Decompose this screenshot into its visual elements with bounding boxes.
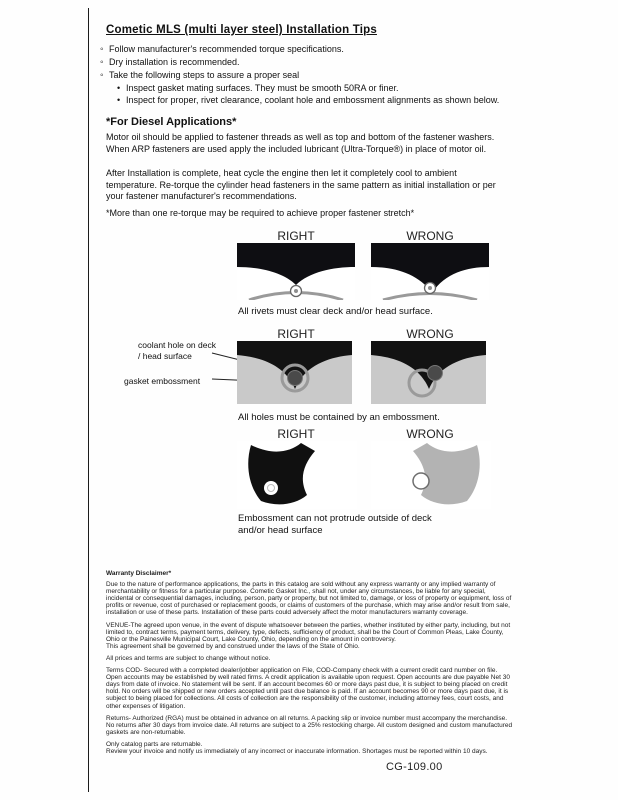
list-item: [100, 56, 520, 69]
holes-caption: All holes must be contained by an embossment.: [238, 412, 440, 423]
right-column-header: RIGHT: [277, 327, 315, 341]
disclaimer-paragraph: VENUE-The agreed upon venue, in the event of dispute whatsoever between the parties, whether instituted by either party, including, but not limited to, contract terms, payment terms, delivery, type, defects, sufficiency of product, shall be the Court of Common Pleas, Lake County, Ohio or the Painesville Municipal Court, Lake County, Ohio, depending on the amount in controversy.: [106, 621, 511, 643]
disclaimer-heading: Warranty Disclaimer*: [106, 570, 172, 577]
disclaimer-paragraph: All prices and terms are subject to change without notice.: [106, 654, 271, 662]
disclaimer-paragraph: Due to the nature of performance applications, the parts in this catalog are sold without any express warranty or any implied warranty of merchantability or fitness for a particular purpose. Cometic Gasket Inc., shall not, under any circumstances, be liable for any special, incidental or consequential damages, including, person, party or property, but not limited to, damage, or loss of property or equipment, loss of profits or revenue, cost of purchased or replacement goods, or claims of customers of the purchase, which may arise and/or result from sale, installation or use of these parts. Installation of these parts could adversely affect the motor manufacturers warranty coverage.: [106, 581, 512, 617]
disclaimer-paragraph: This agreement shall be governed by and construed under the laws of the State of Ohio.: [106, 642, 360, 650]
page-margin-rule: [88, 8, 89, 792]
tips-list: [100, 43, 520, 106]
gasket-embossment-label: gasket embossment: [124, 376, 201, 386]
tip-text: Dry installation is recommended.: [109, 57, 240, 67]
open-bullet-icon: [100, 69, 109, 82]
filled-bullet-icon: [117, 82, 126, 94]
wrong-column-header: WRONG: [406, 427, 454, 441]
retorque-note: *More than one re-torque may be required to achieve proper fastener stretch*: [106, 208, 415, 218]
wrong-column-header: WRONG: [406, 229, 454, 243]
tip-text: Inspect gasket mating surfaces. They must be smooth 50RA or finer.: [126, 83, 399, 93]
disclaimer-paragraph: Only catalog parts are returnable.: [106, 740, 203, 748]
coolant-hole-label: coolant hole on deck / head surface: [138, 340, 216, 361]
diesel-paragraph-1: Motor oil should be applied to fastener threads as well as top and bottom of the fastener washers. When ARP fasteners are used apply the included lubricant (Ultra-Torque®) in place of motor oil.: [106, 132, 495, 154]
diesel-applications-heading: *For Diesel Applications*: [106, 116, 237, 128]
tips-sub-list: [117, 82, 520, 106]
right-column-header: RIGHT: [277, 229, 315, 243]
open-bullet-icon: [100, 56, 109, 69]
rivet-clearance-right-diagram: [237, 243, 355, 300]
disclaimer-paragraph: Returns- Authorized (RGA) must be obtained in advance on all returns. A packing slip or invoice number must accompany the merchandise. No returns after 30 days from invoice date. All returns are subject to a 25% restocking charge. All custom designed and custom manufactured gaskets are non-returnable.: [106, 714, 513, 736]
embossment-caption: Embossment can not protrude outside of deck and/or head surface: [238, 513, 432, 536]
list-item: [100, 69, 520, 82]
hole-embossment-right-diagram: [237, 341, 352, 404]
embossment-protruding-wrong-diagram: [371, 441, 491, 509]
tip-text: Inspect for proper, rivet clearance, coolant hole and embossment alignments as shown below.: [126, 95, 500, 105]
hole-embossment-wrong-diagram: [371, 341, 486, 404]
open-bullet-icon: [100, 43, 109, 56]
right-column-header: RIGHT: [277, 427, 315, 441]
rivet-clearance-wrong-diagram: [371, 243, 489, 300]
rivet-caption: All rivets must clear deck and/or head surface.: [238, 306, 433, 317]
disclaimer-paragraph: Terms COD- Secured with a completed dealer/jobber application on File, COD-Company check with a current credit card number on file. Open accounts may be established by well rated firms. A credit application is available upon request. Open accounts are due payable Net 30 days from date of invoice. No statement will be sent. If an account becomes 60 or more days past due, it is subject to being placed on credit hold. No orders will be shipped or new orders accepted until past due balance is paid. If an account becomes 90 or more days past due, it is subject to being placed for collections. All costs of collection are the responsibility of the customer, including attorney fees, court costs, and other expenses of litigation.: [106, 667, 510, 710]
diesel-paragraph-2: After Installation is complete, heat cycle the engine then let it completely cool to ambient temperature. Re-torque the cylinder head fasteners in the same pattern as initial installation or per your fastener manufacturer's recommendations.: [106, 168, 496, 201]
embossment-inside-right-diagram: [237, 441, 357, 509]
list-item: [100, 43, 520, 56]
tip-text: Take the following steps to assure a proper seal: [109, 70, 300, 80]
wrong-column-header: WRONG: [406, 327, 454, 341]
page-title: Cometic MLS (multi layer steel) Installation Tips: [106, 24, 377, 36]
list-item: [117, 82, 520, 94]
catalog-page-code: CG-109.00: [386, 761, 443, 773]
list-item: [117, 94, 520, 106]
tip-text: Follow manufacturer's recommended torque specifications.: [109, 44, 344, 54]
warranty-disclaimer: [106, 570, 513, 755]
disclaimer-paragraph: Review your invoice and notify us immediately of any incorrect or inaccurate information. Shortages must be reported within 10 days.: [106, 747, 488, 755]
filled-bullet-icon: [117, 94, 126, 106]
